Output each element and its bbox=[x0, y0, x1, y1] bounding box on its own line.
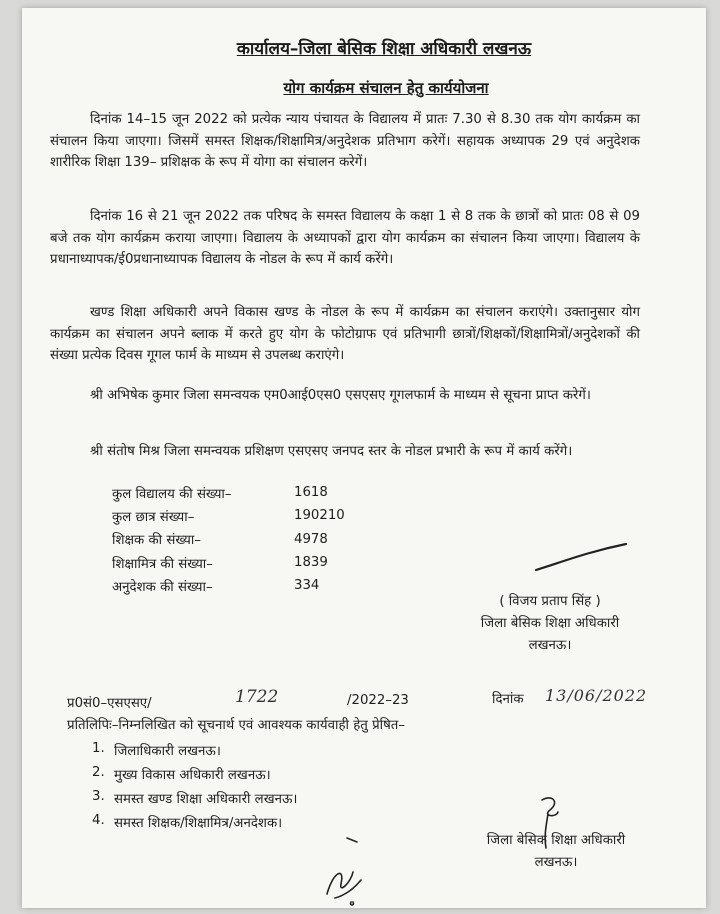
subject-title: योग कार्यक्रम संचालन हेतु कार्ययोजना bbox=[283, 79, 489, 97]
paragraph-4: श्री अभिषेक कुमार जिला समन्वयक एम0आई0एस0 एसएसए गूगलफार्म के माध्यम से सूचना प्राप्त करेगें। bbox=[90, 388, 591, 403]
stat-value: 334 bbox=[294, 578, 320, 594]
stat-label: शिक्षक की संख्या– bbox=[112, 533, 201, 549]
list-item bbox=[92, 789, 297, 813]
stat-row bbox=[112, 528, 374, 551]
stat-label: कुल छात्र संख्या– bbox=[112, 509, 195, 525]
paragraph-2: दिनांक 16 से 21 जून 2022 तक परिषद के समस्त विद्यालय के कक्षा 1 से 8 तक के छात्रों को प्रातः 08 से 09 बजे तक योग कार्यक्रम कराया जाएगा। विद्यालय के अध्यापकों द्वारा योग कार्यक्रम का संचालन किया जाएगा। विद्यालय के प्रधानाध्यापक/ई0प्रधानाध्यापक विद्यालय के नोडल के रूप में कार्य करेंगे। bbox=[50, 209, 640, 267]
list-item-number: 2. bbox=[92, 765, 105, 780]
statistics-list bbox=[112, 481, 374, 597]
date-label: दिनांक bbox=[492, 692, 524, 707]
stat-label: अनुदेशक की संख्या– bbox=[112, 579, 213, 595]
initials-mark bbox=[317, 832, 377, 908]
footer-signatory-designation: जिला बेसिक शिक्षा अधिकारी bbox=[486, 833, 626, 848]
copy-intro: प्रतिलिपिः–निम्नलिखित को सूचनार्थ एवं आवश्यक कार्यवाही हेतु प्रेषित– bbox=[67, 718, 405, 733]
signatory-location: लखनऊ। bbox=[528, 638, 572, 653]
stat-row bbox=[112, 481, 374, 504]
document-page bbox=[22, 8, 706, 908]
list-item-text: समस्त खण्ड शिक्षा अधिकारी लखनऊ। bbox=[114, 792, 298, 807]
list-item-number: 4. bbox=[92, 813, 105, 828]
stat-row bbox=[112, 504, 374, 527]
stat-label: शिक्षामित्र की संख्या– bbox=[112, 556, 213, 572]
footer-signatory-location: लखनऊ। bbox=[534, 855, 578, 870]
stat-label: कुल विद्यालय की संख्या– bbox=[112, 486, 232, 502]
stat-row bbox=[112, 574, 374, 597]
signatory-name: ( विजय प्रताप सिंह ) bbox=[499, 594, 601, 609]
stat-value: 1618 bbox=[294, 485, 328, 501]
copy-recipient-list bbox=[92, 741, 297, 837]
list-item bbox=[92, 741, 297, 765]
stat-value: 4978 bbox=[294, 531, 328, 547]
signature-mark-1 bbox=[532, 540, 632, 576]
stat-row bbox=[112, 551, 374, 574]
signatory-designation: जिला बेसिक शिक्षा अधिकारी bbox=[480, 616, 620, 631]
signatory-block bbox=[440, 591, 660, 657]
reference-line bbox=[67, 686, 667, 715]
footer-signatory-block bbox=[456, 830, 656, 874]
stat-value: 190210 bbox=[294, 508, 345, 524]
list-item-number: 1. bbox=[92, 741, 105, 756]
office-title: कार्यालय–जिला बेसिक शिक्षा अधिकारी लखनऊ bbox=[236, 39, 532, 59]
list-item bbox=[92, 813, 297, 837]
paragraph-1: दिनांक 14–15 जून 2022 को प्रत्येक न्याय पंचायत के विद्यालय में प्रातः 7.30 से 8.30 तक योग कार्यक्रम का संचालन किया जाएगा। जिसमें समस्त शिक्षक/शिक्षामित्र/अनुदेशक प्रतिभाग करेगें। सहायक अध्यापक 29 एवं अनुदेशक शारीरिक शिक्षा 139– प्रशिक्षक के रूप में योगा का संचालन करेगें। bbox=[50, 112, 640, 170]
reference-number: 1722 bbox=[235, 687, 279, 707]
paragraph-3: खण्ड शिक्षा अधिकारी अपने विकास खण्ड के नोडल के रूप में कार्यक्रम का संचालन कराएंगे। उक्तानुसार योग कार्यक्रम का संचालन अपने ब्लाक में करते हुए योग के फोटोग्राफ एवं प्रतिभागी छात्रों/शिक्षकों/शिक्षामित्रों/अनुदेशकों की संख्या प्रत्येक दिवस गूगल फार्म के माध्यम से उपलब्ध कराएंगे। bbox=[50, 305, 640, 363]
reference-date: 13/06/2022 bbox=[545, 686, 648, 705]
list-item-text: समस्त शिक्षक/शिक्षामित्र/अनदेशक। bbox=[114, 816, 283, 831]
list-item-number: 3. bbox=[92, 789, 105, 804]
paragraph-5: श्री संतोष मिश्र जिला समन्वयक प्रशिक्षण एसएसए जनपद स्तर के नोडल प्रभारी के रूप में कार्य करेंगे। bbox=[90, 444, 573, 459]
list-item-text: मुख्य विकास अधिकारी लखनऊ। bbox=[114, 768, 271, 783]
reference-prefix: प्र0सं0–एसएसए/ bbox=[67, 696, 152, 711]
stat-value: 1839 bbox=[294, 555, 328, 571]
reference-year: /2022–23 bbox=[347, 693, 409, 708]
list-item bbox=[92, 765, 297, 789]
list-item-text: जिलाधिकारी लखनऊ। bbox=[114, 744, 221, 759]
